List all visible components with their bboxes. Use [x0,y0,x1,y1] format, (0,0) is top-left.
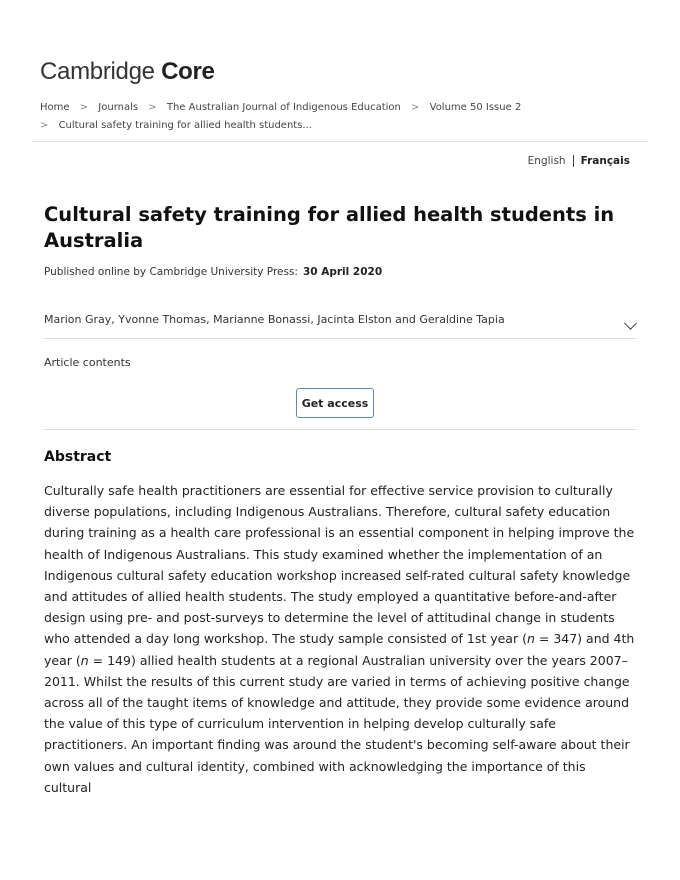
abstract-part-1: Culturally safe health practitioners are essential for effective service provision to culturally diverse populations, including Indigenous Australians. Therefore, cultural safety education during training as a health care professional is an essential component in helping improve the health of Indigenous Australians. This study examined whether the implementation of an Indigenous cultural safety education workshop increased self-rated cultural safety knowledge and attitudes of allied health students. The study employed a quantitative before-and-after design using pre- and post-surveys to determine the level of attitudinal change in students who attended a day long workshop. The study sample consisted of 1st year ( [44,483,635,647]
abstract-n-variable: n [526,631,535,647]
article-title: Cultural safety training for allied health students in Australia [44,203,615,252]
published-label: Published online by Cambridge University Press: [44,266,298,278]
language-french-link[interactable]: Français [580,155,630,167]
logo-cambridge-text: Cambridge [40,58,155,85]
authors-divider [44,338,636,339]
logo-core-text: Core [161,58,215,85]
breadcrumb-current-article: Cultural safety training for allied health students... [58,120,312,131]
breadcrumb-home[interactable]: Home [40,102,70,113]
chevron-down-icon[interactable] [624,317,637,330]
language-switcher [528,155,630,167]
authors-list[interactable]: Marion Gray, Yvonne Thomas, Marianne Bonassi, Jacinta Elston and Geraldine Tapia [44,313,505,326]
language-english-link[interactable]: English [528,155,574,167]
abstract-part-2: = 347) and 4th year ( [44,631,635,668]
breadcrumb [40,99,640,135]
breadcrumb-separator: > [411,102,420,113]
cambridge-core-logo[interactable] [40,58,215,86]
breadcrumb-separator: > [148,102,157,113]
header-divider [32,141,648,142]
published-date: 30 April 2020 [302,266,383,278]
publication-info [44,266,382,278]
access-divider [44,429,636,430]
breadcrumb-volume[interactable]: Volume 50 Issue 2 [429,102,522,113]
breadcrumb-separator: > [79,102,89,113]
breadcrumb-journal-title[interactable]: The Australian Journal of Indigenous Education [166,102,401,113]
get-access-button[interactable]: Get access [296,388,374,418]
breadcrumb-journals[interactable]: Journals [98,102,139,113]
abstract-part-3: = 149) allied health students at a regional Australian university over the years 2007–2011. Whilst the results of this current study are varied in terms of achieving positive change across all of the taught items of knowledge and attitude, they provide some evidence around the value of this type of curriculum intervention in helping develop culturally safe practitioners. An important finding was around the student's becoming self-aware about their own values and cultural identity, combined with acknowledging the importance of this cultural [44,652,630,795]
abstract-n-variable: n [80,652,89,668]
breadcrumb-separator: > [40,120,49,131]
abstract-text [44,480,636,795]
abstract-heading: Abstract [44,449,112,465]
article-contents-toggle[interactable]: Article contents [44,356,131,369]
